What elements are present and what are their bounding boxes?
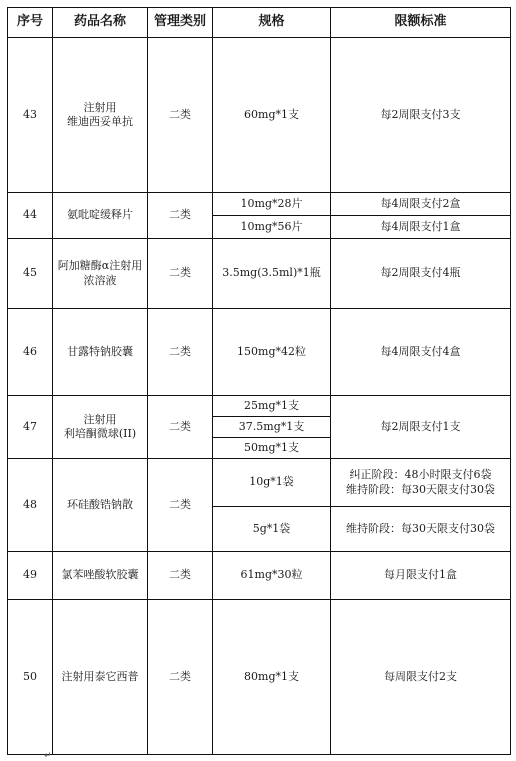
row-no: 49 bbox=[8, 552, 53, 600]
drug-name-line: 利培酮微球(II) bbox=[63, 427, 137, 440]
drug-limit-table bbox=[7, 7, 511, 755]
spec: 10mg*28片 bbox=[213, 193, 331, 216]
header-limit: 限额标准 bbox=[331, 8, 511, 38]
category: 二类 bbox=[148, 396, 213, 459]
category: 二类 bbox=[148, 309, 213, 396]
row-no: 50 bbox=[8, 600, 53, 755]
spec: 150mg*42粒 bbox=[213, 309, 331, 396]
limit: 每2周限支付4瓶 bbox=[331, 239, 511, 309]
limit-line: 纠正阶段：48小时限支付6袋 bbox=[349, 468, 492, 482]
drug-name bbox=[53, 239, 148, 309]
category: 二类 bbox=[148, 38, 213, 193]
spec: 25mg*1支 bbox=[213, 396, 331, 417]
table-row bbox=[8, 552, 511, 600]
spec: 60mg*1支 bbox=[213, 38, 331, 193]
category: 二类 bbox=[148, 193, 213, 239]
limit: 每4周限支付1盒 bbox=[331, 216, 511, 239]
drug-name: 甘露特钠胶囊 bbox=[53, 309, 148, 396]
row-no: 48 bbox=[8, 459, 53, 552]
limit: 每2周限支付3支 bbox=[331, 38, 511, 193]
spec: 37.5mg*1支 bbox=[213, 417, 331, 438]
category: 二类 bbox=[148, 239, 213, 309]
limit: 维持阶段：每30天限支付30袋 bbox=[331, 507, 511, 552]
row-no: 44 bbox=[8, 193, 53, 239]
spec: 5g*1袋 bbox=[213, 507, 331, 552]
header-no: 序号 bbox=[8, 8, 53, 38]
drug-name-line: 浓溶液 bbox=[83, 273, 117, 287]
category: 二类 bbox=[148, 600, 213, 755]
row-no: 43 bbox=[8, 38, 53, 193]
drug-name: 氯苯唑酸软胶囊 bbox=[53, 552, 148, 600]
header-spec: 规格 bbox=[213, 8, 331, 38]
category: 二类 bbox=[148, 552, 213, 600]
table-row bbox=[8, 38, 511, 193]
spec: 10g*1袋 bbox=[213, 459, 331, 507]
table-row bbox=[8, 309, 511, 396]
limit-line: 维持阶段：每30天限支付30袋 bbox=[346, 482, 495, 496]
drug-name-line: 阿加糖酶α注射用 bbox=[57, 259, 143, 273]
limit bbox=[331, 459, 511, 507]
drug-name bbox=[53, 38, 148, 193]
table-row bbox=[8, 239, 511, 309]
header-row bbox=[8, 8, 511, 38]
spec: 80mg*1支 bbox=[213, 600, 331, 755]
header-drug-name: 药品名称 bbox=[53, 8, 148, 38]
spec: 10mg*56片 bbox=[213, 216, 331, 239]
spec: 61mg*30粒 bbox=[213, 552, 331, 600]
drug-name-line: 注射用 bbox=[83, 412, 117, 426]
drug-name: 注射用泰它西普 bbox=[53, 600, 148, 755]
spec: 50mg*1支 bbox=[213, 438, 331, 459]
row-no: 45 bbox=[8, 239, 53, 309]
table-row bbox=[8, 600, 511, 755]
table-row bbox=[8, 459, 511, 507]
drug-name: 环硅酸锆钠散 bbox=[53, 459, 148, 552]
drug-name: 氨吡啶缓释片 bbox=[53, 193, 148, 239]
limit: 每4周限支付4盒 bbox=[331, 309, 511, 396]
row-no: 47 bbox=[8, 396, 53, 459]
spec: 3.5mg(3.5ml)*1瓶 bbox=[213, 239, 331, 309]
limit: 每4周限支付2盒 bbox=[331, 193, 511, 216]
header-category: 管理类别 bbox=[148, 8, 213, 38]
limit: 每2周限支付1支 bbox=[331, 396, 511, 459]
drug-name-line: 注射用 bbox=[83, 100, 117, 114]
limit: 每月限支付1盒 bbox=[331, 552, 511, 600]
table-row bbox=[8, 193, 511, 216]
drug-name bbox=[53, 396, 148, 459]
row-no: 46 bbox=[8, 309, 53, 396]
table-row bbox=[8, 396, 511, 417]
drug-name-line: 维迪西妥单抗 bbox=[67, 115, 133, 128]
paragraph-return-mark: ↵ bbox=[44, 751, 52, 761]
limit: 每周限支付2支 bbox=[331, 600, 511, 755]
category: 二类 bbox=[148, 459, 213, 552]
